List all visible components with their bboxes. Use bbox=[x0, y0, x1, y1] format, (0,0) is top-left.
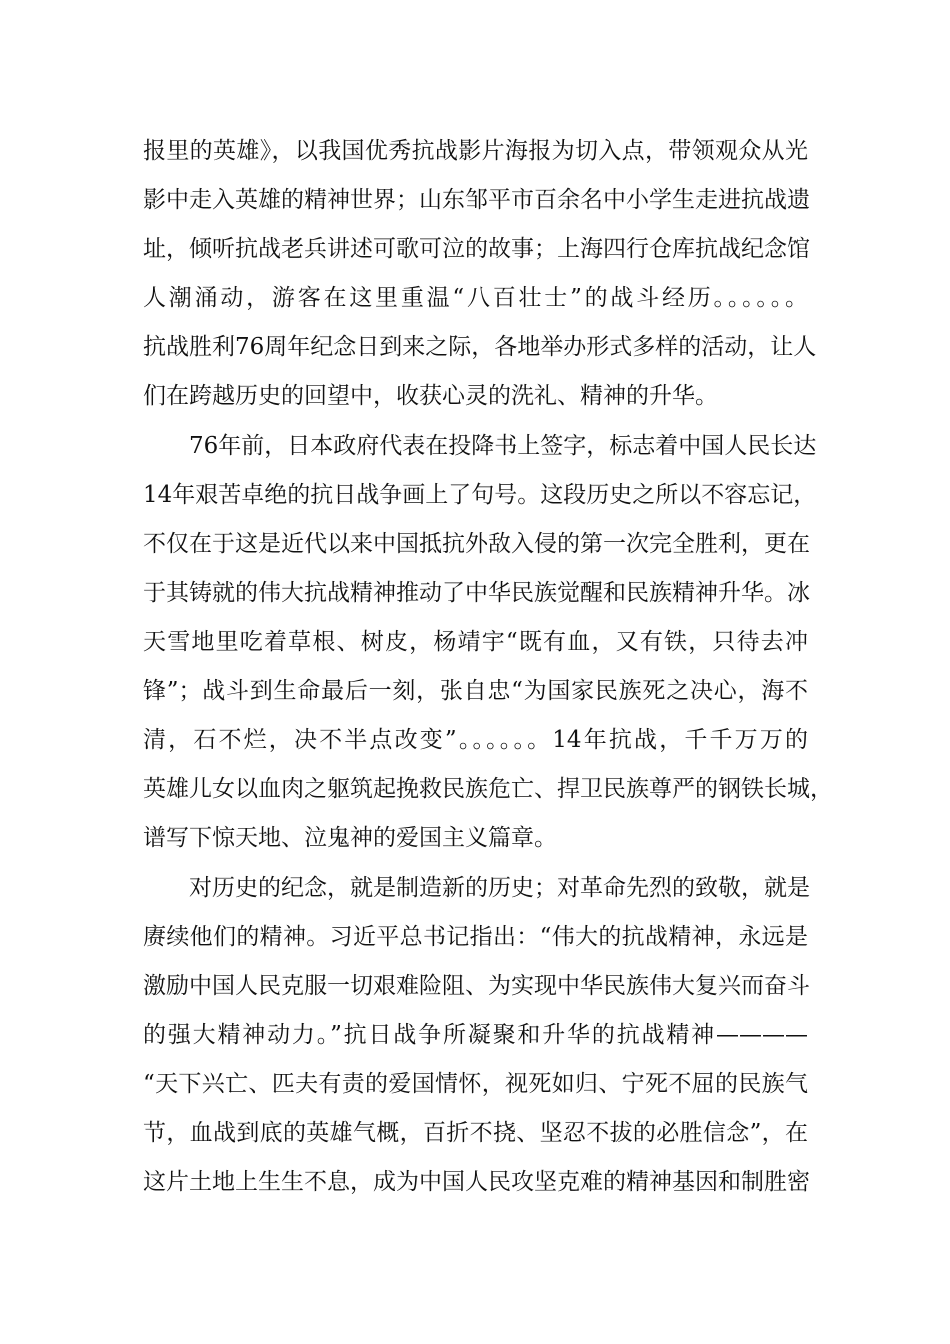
text-line: 清，石不烂，决不半点改变”。。。。。。14年抗战，千千万万的 bbox=[143, 727, 808, 753]
text-line: 抗战胜利76周年纪念日到来之际，各地举办形式多样的活动，让人 bbox=[143, 334, 817, 360]
text-line: 址，倾听抗战老兵讲述可歌可泣的故事；上海四行仓库抗战纪念馆 bbox=[143, 236, 810, 262]
text-line: 于其铸就的伟大抗战精神推动了中华民族觉醒和民族精神升华。冰 bbox=[143, 580, 810, 606]
text-line: “天下兴亡、匹夫有责的爱国情怀，视死如归、宁死不屈的民族气 bbox=[143, 1071, 808, 1097]
text-line: 报里的英雄》，以我国优秀抗战影片海报为切入点，带领观众从光 bbox=[143, 138, 808, 164]
text-line: 人潮涌动，游客在这里重温“八百壮士”的战斗经历。。。。。。 bbox=[143, 285, 808, 311]
text-line: 们在跨越历史的回望中，收获心灵的洗礼、精神的升华。 bbox=[143, 383, 718, 409]
text-line: 这片土地上生生不息，成为中国人民攻坚克难的精神基因和制胜密 bbox=[143, 1169, 810, 1195]
text-line: 激励中国人民克服一切艰难险阻、为实现中华民族伟大复兴而奋斗 bbox=[143, 973, 810, 999]
text-line: 赓续他们的精神。习近平总书记指出：“伟大的抗战精神，永远是 bbox=[143, 924, 808, 950]
text-line: 不仅在于这是近代以来中国抵抗外敌入侵的第一次完全胜利，更在 bbox=[143, 531, 810, 557]
text-line: 14年艰苦卓绝的抗日战争画上了句号。这段历史之所以不容忘记， bbox=[143, 482, 817, 508]
paragraph-first-line: 76年前，日本政府代表在投降书上签字，标志着中国人民长达 bbox=[189, 433, 817, 459]
text-line: 影中走入英雄的精神世界；山东邹平市百余名中小学生走进抗战遗 bbox=[143, 187, 810, 213]
text-line: 谱写下惊天地、泣鬼神的爱国主义篇章。 bbox=[143, 825, 557, 851]
paragraph-first-line: 对历史的纪念，就是制造新的历史；对革命先烈的致敬，就是 bbox=[189, 875, 810, 901]
text-line: 天雪地里吃着草根、树皮，杨靖宇“既有血，又有铁，只待去冲 bbox=[143, 629, 808, 655]
text-line: 英雄儿女以血肉之躯筑起挽救民族危亡、捍卫民族尊严的钢铁长城， bbox=[143, 776, 833, 802]
text-line: 锋”；战斗到生命最后一刻，张自忠“为国家民族死之决心，海不 bbox=[143, 678, 808, 704]
text-line: 的强大精神动力。”抗日战争所凝聚和升华的抗战精神———— bbox=[143, 1022, 808, 1048]
text-line: 节，血战到底的英雄气概，百折不挠、坚忍不拔的必胜信念”，在 bbox=[143, 1120, 808, 1146]
